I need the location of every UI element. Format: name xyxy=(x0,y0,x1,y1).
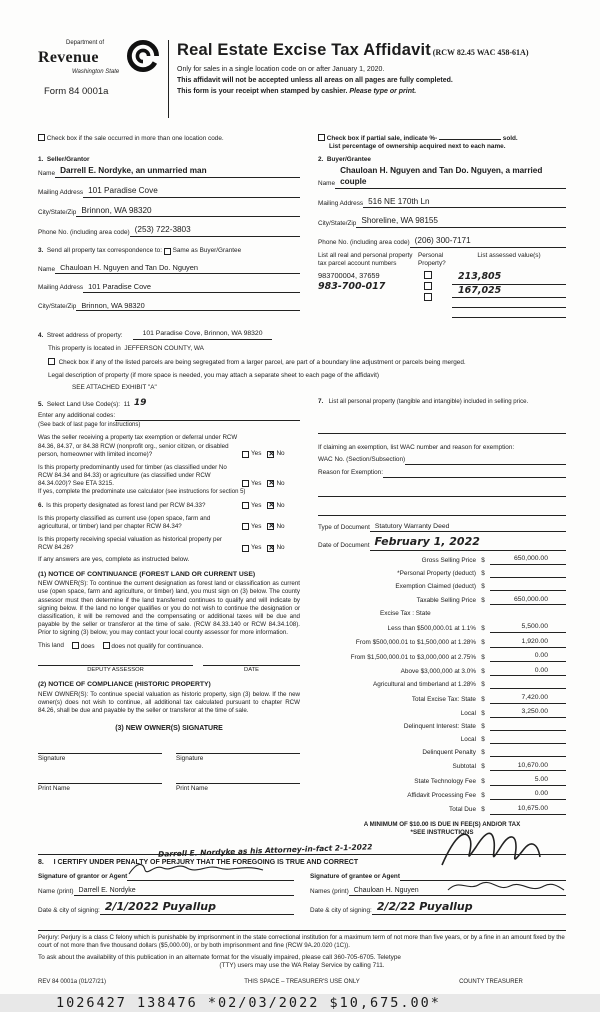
yes-label: Yes xyxy=(251,479,262,487)
owner-signature-line-2[interactable]: Signature xyxy=(176,753,300,763)
buyer-csz-label: City/State/Zip xyxy=(318,219,357,227)
property-section-number: 4. xyxy=(38,331,44,339)
tax-row-tier2 xyxy=(318,638,566,648)
tax-value[interactable]: 7,420.00 xyxy=(490,694,566,704)
no-checkbox[interactable]: ✕ xyxy=(268,544,275,552)
tax-row-tier4 xyxy=(318,667,566,677)
land-use-column xyxy=(38,398,300,848)
dollar-sign: $ xyxy=(481,653,485,661)
tax-label: *Personal Property (deduct) xyxy=(397,569,476,577)
perjury-paragraph: Perjury: Perjury is a class C felony which is punishable by imprisonment in the state correctional institution for a maximum term of not more than five years, or by a fine in an amount fixed by the court of not more than five thousand dollars ($5,000.00), or by both imprisonment and fine (RCW 9A.20.020 (1C)). xyxy=(38,930,566,950)
dollar-sign: $ xyxy=(481,763,485,771)
parcel-table-header xyxy=(318,252,566,269)
question-text: Is this property receiving special valuation as historical property per RCW 84.26? xyxy=(38,536,222,552)
tax-row-tech-fee xyxy=(318,776,566,786)
personal-property-section-number: 7. xyxy=(318,398,324,405)
county-treasurer-label: COUNTY TREASURER xyxy=(459,978,523,985)
dollar-sign: $ xyxy=(481,681,485,689)
question-text: Is this property classified as current use (open space, farm and agricultural, or timber) land per chapter RCW 84.34? xyxy=(38,514,211,531)
does-checkbox[interactable] xyxy=(72,642,79,649)
no-label: No xyxy=(276,501,285,509)
grantor-date-city-value[interactable]: 2/1/2022 Puyallup xyxy=(100,900,294,915)
notice1-heading: (1) NOTICE OF CONTINUANCE (FOREST LAND OR CURRENT USE) xyxy=(38,570,256,578)
tax-label: Taxable Selling Price xyxy=(416,597,476,605)
buyer-mailing-value[interactable]: 516 NE 170th Ln xyxy=(363,197,566,209)
reason-exemption-field[interactable] xyxy=(383,469,566,478)
tax-label: Delinquent Interest: State xyxy=(403,722,476,730)
correspondence-csz-value[interactable]: Brinnon, WA 98320 xyxy=(76,301,300,312)
correspondence-name-value[interactable]: Chauloan H. Nguyen and Tan Do. Nguyen xyxy=(55,263,300,274)
question-number: 6. xyxy=(38,501,44,509)
reason-exemption-line-3[interactable] xyxy=(318,504,566,516)
correspondence-mailing-value[interactable]: 101 Paradise Cove xyxy=(83,282,300,293)
correspondence-csz-label: City/State/Zip xyxy=(38,302,77,310)
question-text: Is this property designated as forest land per RCW 84.33? xyxy=(46,501,206,509)
question-forest-land xyxy=(38,502,300,510)
personal-property-label: List all personal property (tangible and intangible) included in selling price. xyxy=(328,398,529,406)
owner-signature-line-1[interactable]: Signature xyxy=(38,753,162,763)
deputy-date-line[interactable]: DATE xyxy=(203,665,300,675)
seller-csz-label: City/State/Zip xyxy=(38,208,77,216)
top-check-row xyxy=(38,134,566,156)
certify-statement: I CERTIFY UNDER PENALTY OF PERJURY THAT THE FOREGOING IS TRUE AND CORRECT xyxy=(53,859,359,866)
tax-value[interactable] xyxy=(490,736,566,744)
no-checkbox[interactable]: ✕ xyxy=(268,451,275,458)
tax-label: Less than $500,000.01 at 1.1% xyxy=(387,624,476,632)
tax-label: Total Due xyxy=(449,806,476,814)
does-label: does xyxy=(80,642,95,650)
owner-signature-row xyxy=(38,753,300,763)
property-section xyxy=(38,324,566,398)
reason-exemption-label: Reason for Exemption: xyxy=(318,469,384,477)
grantor-name-print-label: Name (print) xyxy=(38,887,74,895)
partial-sale-label: Check box if partial sale, indicate %- xyxy=(326,135,438,142)
correspondence-name-label: Name xyxy=(38,265,56,273)
excise-tax-state-header: Excise Tax : State xyxy=(380,610,431,618)
assessed-value-2[interactable]: 167,025 xyxy=(452,285,566,298)
tax-row-delinquent-state xyxy=(318,723,566,731)
parcel-table-body xyxy=(318,271,566,318)
tax-value[interactable]: 650,000.00 xyxy=(490,596,566,606)
same-as-buyer-checkbox[interactable] xyxy=(164,248,171,255)
tax-label: Agricultural and timberland at 1.28% xyxy=(372,681,476,689)
tax-row-tier3 xyxy=(318,652,566,662)
reason-exemption-line-2[interactable] xyxy=(318,485,566,497)
partial-sale-note: List percentage of ownership acquired next to each name. xyxy=(329,143,506,151)
dept-of-label: Department of xyxy=(66,40,105,46)
landuse-code-typed[interactable]: 11 xyxy=(123,401,131,409)
notice2-body: NEW OWNER(S): To continue special valuation as historic property, sign (3) below. If the new owner(s) does not wish to continue, all additional tax calculated pursuant to chapter RCW 84.26, shall be due and payable by the seller or transferor at the time of sale. xyxy=(38,690,300,714)
tax-value[interactable]: 10,675.00 xyxy=(490,805,566,815)
this-land-label: This land xyxy=(38,642,64,650)
rev-form-number: REV 84 0001a (01/27/21) xyxy=(38,978,107,985)
no-checkbox[interactable]: ✕ xyxy=(268,502,275,510)
dollar-sign: $ xyxy=(481,668,485,676)
grantee-signature-scrawl xyxy=(436,827,546,871)
grantor-date-city-label: Date & city of signing: xyxy=(38,907,100,915)
buyer-csz-value[interactable]: Shoreline, WA 98155 xyxy=(356,216,566,228)
buyer-mailing-label: Mailing Address xyxy=(318,199,364,207)
tax-label: State Technology Fee xyxy=(414,777,476,785)
revenue-wordmark: Revenue xyxy=(38,48,99,66)
parcel-personal-header: Personal Property? xyxy=(418,251,446,267)
tax-value[interactable]: 5.00 xyxy=(490,776,566,786)
minimum-fee-note: A MINIMUM OF $10.00 IS DUE IN FEE(S) AND/OR TAX xyxy=(363,820,521,828)
seller-mailing-label: Mailing Address xyxy=(38,189,84,197)
tax-value[interactable]: 1,920.00 xyxy=(490,638,566,648)
correspondence-label: Send all property tax correspondence to: xyxy=(46,246,163,254)
header-note-1: Only for sales in a single location code on or after January 1, 2020. xyxy=(177,66,385,74)
parcel-accounts-header: List all real and personal property tax parcel account numbers xyxy=(318,251,413,267)
legal-description-value: SEE ATTACHED EXHIBIT "A" xyxy=(72,383,157,391)
grantor-name-print-value[interactable]: Darrell E. Nordyke xyxy=(74,886,294,896)
notice1-body: NEW OWNER(S): To continue the current designation as forest land or classification as current use (open space, farm and agriculture, or timber) land, you must sign on (3) below. The county assessor must then determine if the land transferred continues to qualify and will indicate by signing below. If the land no longer qualifies or you do not wish to continue the designation or classification, it will be removed and the compensating or additional taxes will be due and payable by the seller or transferor at the time of sale. (RCW 84.33.140 or RCW 84.34.108). Prior to signing (3) below, you may contact your local county assessor for more information. xyxy=(38,580,300,636)
header-note-3-text: This form is your receipt when stamped by cashier. xyxy=(177,87,350,95)
tax-row-total-due xyxy=(318,805,566,815)
exemption-intro: If claiming an exemption, list WAC number and reason for exemption: xyxy=(318,444,515,452)
dollar-sign: $ xyxy=(481,735,485,743)
yes-label: Yes xyxy=(251,522,262,530)
additional-codes-label: Enter any additional codes: xyxy=(38,412,116,420)
grantee-names-print-label: Names (print) xyxy=(310,887,349,895)
seller-phone-value[interactable]: (253) 722-3803 xyxy=(130,225,300,237)
tax-label: Local xyxy=(460,709,476,717)
deputy-assessor-signature-line[interactable]: DEPUTY ASSESSOR xyxy=(38,665,193,675)
buyer-section-number: 2. xyxy=(318,156,324,163)
dollar-sign: $ xyxy=(481,695,485,703)
same-as-buyer-label: Same as Buyer/Grantee xyxy=(172,246,242,254)
dollar-sign: $ xyxy=(481,806,485,814)
doc-date-label: Date of Document xyxy=(318,542,370,550)
footer-row xyxy=(38,979,566,987)
personal-property-checkbox-1[interactable] xyxy=(424,271,432,279)
additional-codes-field[interactable] xyxy=(115,412,300,421)
header xyxy=(38,40,566,132)
tax-row-delinquent-local xyxy=(318,736,566,744)
correspondence-section-number: 3. xyxy=(38,246,44,254)
tax-value[interactable]: 0.00 xyxy=(490,790,566,800)
grantor-signature-field[interactable] xyxy=(127,872,294,881)
yes-label: Yes xyxy=(251,450,262,458)
personal-property-checkbox-3[interactable] xyxy=(424,293,432,301)
assessed-value-4[interactable] xyxy=(452,308,566,318)
grantor-signature-label: Signature of grantor or Agent xyxy=(38,872,128,880)
tax-label: From $1,500,000.01 to $3,000,000 at 2.75% xyxy=(350,653,476,661)
alt-format-note: To ask about the availability of this publication in an alternate format for the visually impaired, please call 360-705-6705. Teletype xyxy=(38,954,401,962)
seller-csz-value[interactable]: Brinnon, WA 98320 xyxy=(76,206,300,218)
deputy-assessor-row xyxy=(38,665,300,675)
grantor-handwritten-note: Darrell E. Nordyke as his Attorney-in-fact 2-1-2022 xyxy=(157,842,373,859)
assessed-value-1[interactable]: 213,805 xyxy=(452,271,566,284)
owner-printname-line-2[interactable]: Print Name xyxy=(176,783,300,793)
located-in-value: JEFFERSON COUNTY, WA xyxy=(124,344,204,352)
no-label: No xyxy=(276,479,285,487)
landuse-section-number: 5. xyxy=(38,401,44,409)
wac-number-label: WAC No. (Section/Subsection) xyxy=(318,456,406,464)
grantee-names-print-value[interactable]: Chauloan H. Nguyen xyxy=(349,886,566,896)
form-number: Form 84 0001a xyxy=(44,86,109,98)
see-instructions-note: *SEE INSTRUCTIONS xyxy=(410,828,474,836)
dollar-sign: $ xyxy=(481,709,485,717)
owner-printname-line-1[interactable]: Print Name xyxy=(38,783,162,793)
treasurer-space-label: THIS SPACE – TREASURER'S USE ONLY xyxy=(244,978,360,985)
wac-number-field[interactable] xyxy=(405,456,566,465)
if-yes-note: If any answers are yes, complete as instructed below. xyxy=(38,556,190,564)
seller-name-value[interactable]: Darrell E. Nordyke, an unmarried man xyxy=(55,166,300,178)
tax-label: Exemption Claimed (deduct) xyxy=(395,582,476,590)
tax-row-taxable xyxy=(318,596,566,606)
tax-value[interactable]: 650,000.00 xyxy=(490,555,566,565)
page-title: Real Estate Excise Tax Affidavit xyxy=(177,41,432,59)
dollar-sign: $ xyxy=(481,791,485,799)
dollar-sign: $ xyxy=(481,748,485,756)
tax-value[interactable] xyxy=(490,570,566,578)
no-checkbox[interactable]: ✕ xyxy=(268,480,275,488)
seller-heading: Seller/Grantor xyxy=(46,156,90,163)
landuse-label: Select Land Use Code(s): xyxy=(46,401,121,409)
yes-checkbox[interactable] xyxy=(242,545,249,552)
doc-type-label: Type of Document xyxy=(318,524,370,532)
grantee-date-city-value[interactable]: 2/2/22 Puyallup xyxy=(372,900,566,915)
tax-value[interactable]: 3,250.00 xyxy=(490,708,566,718)
tax-value[interactable]: 10,670.00 xyxy=(490,762,566,772)
parcel-values-header: List assessed value(s) xyxy=(477,251,541,259)
tax-label: Above $3,000,000 at 3.0% xyxy=(400,668,476,676)
dollar-sign: $ xyxy=(481,597,485,605)
notice2-heading: (2) NOTICE OF COMPLIANCE (HISTORIC PROPERTY) xyxy=(38,680,211,688)
tax-value[interactable]: 5,500.00 xyxy=(490,623,566,633)
tax-value[interactable] xyxy=(490,749,566,757)
buyer-phone-value[interactable]: (206) 300-7171 xyxy=(410,236,566,248)
revenue-swirl-icon xyxy=(126,40,160,72)
yes-checkbox[interactable] xyxy=(242,480,249,487)
no-label: No xyxy=(276,450,285,458)
parcel-account-handwritten: 983-700-017 xyxy=(318,280,386,292)
dollar-sign: $ xyxy=(481,777,485,785)
does-not-checkbox[interactable] xyxy=(103,642,110,649)
header-note-3-italic: Please type or print. xyxy=(349,87,417,95)
tax-row-subtotal xyxy=(318,762,566,772)
question-current-use xyxy=(38,515,300,531)
tax-row-agricultural xyxy=(318,681,566,689)
grantor-signature-scrawl xyxy=(127,860,267,878)
tax-row-personal xyxy=(318,570,566,578)
tax-value[interactable] xyxy=(490,681,566,689)
tax-value[interactable]: 0.00 xyxy=(490,652,566,662)
tax-row-processing-fee xyxy=(318,790,566,800)
seller-mailing-value[interactable]: 101 Paradise Cove xyxy=(83,186,300,198)
yes-checkbox[interactable] xyxy=(242,523,249,530)
dollar-sign: $ xyxy=(481,582,485,590)
no-label: No xyxy=(276,543,285,551)
tax-row-exemption xyxy=(318,583,566,591)
assessed-value-3[interactable] xyxy=(452,298,566,308)
doc-date-value[interactable]: February 1, 2022 xyxy=(370,535,566,550)
continuance-choice-row xyxy=(38,642,300,651)
seller-section-number: 1. xyxy=(38,156,44,163)
dollar-sign: $ xyxy=(481,569,485,577)
street-address-value[interactable]: 101 Paradise Cove, Brinnon, WA 98320 xyxy=(133,330,273,340)
tax-label: Delinquent Penalty xyxy=(422,748,476,756)
dollar-sign: $ xyxy=(481,722,485,730)
tax-row-total-local xyxy=(318,708,566,718)
yes-checkbox[interactable] xyxy=(242,451,249,458)
landuse-code-handwritten[interactable]: 19 xyxy=(133,398,147,408)
partial-sale-percent-field[interactable] xyxy=(439,139,501,140)
yes-label: Yes xyxy=(251,501,262,509)
segregated-label: Check box if any of the listed parcels are being segregated from a larger parcel, are part of a boundary line adjustment or parcels being merged. xyxy=(58,359,466,367)
treasurer-stamp-line: 1026427 138476 *02/03/2022 $10,675.00* xyxy=(56,994,441,1011)
no-label: No xyxy=(276,522,285,530)
question-text: Was the seller receiving a property tax exemption or deferral under RCW 84.36, 84.37, or 84.38 RCW (nonprofit org., senior citizen, or disabled person, homeowner with limited income)? xyxy=(38,434,238,458)
washington-state-label: Washington State xyxy=(72,68,120,75)
question-text: Is this property predominantly used for timber (as classified under No RCW 84.34 and 84.33) or agriculture (as classified under RCW 84.34.020)? See ETA 3215. xyxy=(38,463,227,487)
multi-location-checkbox[interactable] xyxy=(38,134,45,141)
segregated-checkbox[interactable] xyxy=(48,358,55,365)
partial-sale-checkbox[interactable] xyxy=(318,134,325,141)
partial-sale-sold-label: sold. xyxy=(502,135,518,142)
no-checkbox[interactable]: ✕ xyxy=(268,523,275,531)
seller-phone-label: Phone No. (including area code) xyxy=(38,228,130,236)
buyer-name-value[interactable]: Chauloan H. Nguyen and Tan Do. Nguyen, a married couple xyxy=(335,166,566,188)
owner-printname-row xyxy=(38,783,300,793)
header-note-3 xyxy=(177,87,566,96)
street-address-label: Street address of property: xyxy=(46,331,123,339)
tax-value[interactable] xyxy=(490,583,566,591)
located-in-label: This property is located in xyxy=(48,344,121,352)
buyer-name-label: Name xyxy=(318,180,336,188)
tax-column xyxy=(300,398,566,848)
tax-row-tier1 xyxy=(318,623,566,633)
doc-type-value[interactable]: Statutory Warranty Deed xyxy=(370,523,566,533)
dollar-sign: $ xyxy=(481,624,485,632)
grantee-signature-label: Signature of grantee or Agent xyxy=(310,872,400,880)
tax-label: Subtotal xyxy=(452,763,476,771)
grantee-name-scrawl xyxy=(446,878,566,896)
tax-label: Affidavit Processing Fee xyxy=(407,791,476,799)
correspondence-mailing-label: Mailing Address xyxy=(38,284,84,292)
yes-label: Yes xyxy=(251,543,262,551)
buyer-heading: Buyer/Grantee xyxy=(326,156,371,163)
buyer-phone-label: Phone No. (including area code) xyxy=(318,239,410,247)
tty-note: (TTY) users may use the WA Relay Service by calling 711. xyxy=(219,962,385,970)
dor-logo xyxy=(38,40,166,132)
calculator-note: If yes, complete the predominate use calculator (see instructions for section 5) xyxy=(38,488,246,495)
tax-label: Gross Selling Price xyxy=(421,556,476,564)
tax-row-total-state xyxy=(318,694,566,704)
personal-property-list-field[interactable] xyxy=(318,422,566,434)
does-not-label: does not qualify for continuance. xyxy=(111,642,204,650)
seller-name-label: Name xyxy=(38,169,56,177)
legal-description-label: Legal description of property (if more space is needed, you may attach a separate sheet to each page of the affidavit) xyxy=(48,372,379,380)
new-owners-signature-heading: (3) NEW OWNER(S) SIGNATURE xyxy=(115,724,223,732)
see-back-note: (See back of last page for instructions) xyxy=(38,421,141,428)
tax-label: Local xyxy=(460,735,476,743)
yes-checkbox[interactable] xyxy=(242,502,249,509)
dollar-sign: $ xyxy=(481,639,485,647)
certification-section xyxy=(38,842,566,926)
tax-value[interactable] xyxy=(490,723,566,731)
title-rcw-ref: (RCW 82.45 WAC 458-61A) xyxy=(432,48,529,57)
parties-section xyxy=(38,156,566,324)
tax-row-delinquent-penalty xyxy=(318,749,566,757)
certify-section-number: 8. xyxy=(38,859,44,866)
tax-row-gross xyxy=(318,555,566,565)
multi-location-label: Check box if the sale occurred in more than one location code. xyxy=(46,135,224,142)
dollar-sign: $ xyxy=(481,556,485,564)
tax-label: From $500,000.01 to $1,500,000 at 1.28% xyxy=(355,639,476,647)
question-exemption-deferral xyxy=(38,434,300,458)
tax-value[interactable]: 0.00 xyxy=(490,667,566,677)
question-historical xyxy=(38,536,300,552)
parcel-account-typed: 983700004, 37659 xyxy=(318,271,380,281)
header-divider xyxy=(168,40,169,118)
question-timber-agriculture xyxy=(38,464,300,488)
grantee-date-city-label: Date & city of signing: xyxy=(310,907,372,915)
personal-property-checkbox-2[interactable] xyxy=(424,282,432,290)
tax-label: Total Excise Tax: State xyxy=(411,695,476,703)
header-note-2: This affidavit will not be accepted unless all areas on all pages are fully completed. xyxy=(177,77,453,85)
